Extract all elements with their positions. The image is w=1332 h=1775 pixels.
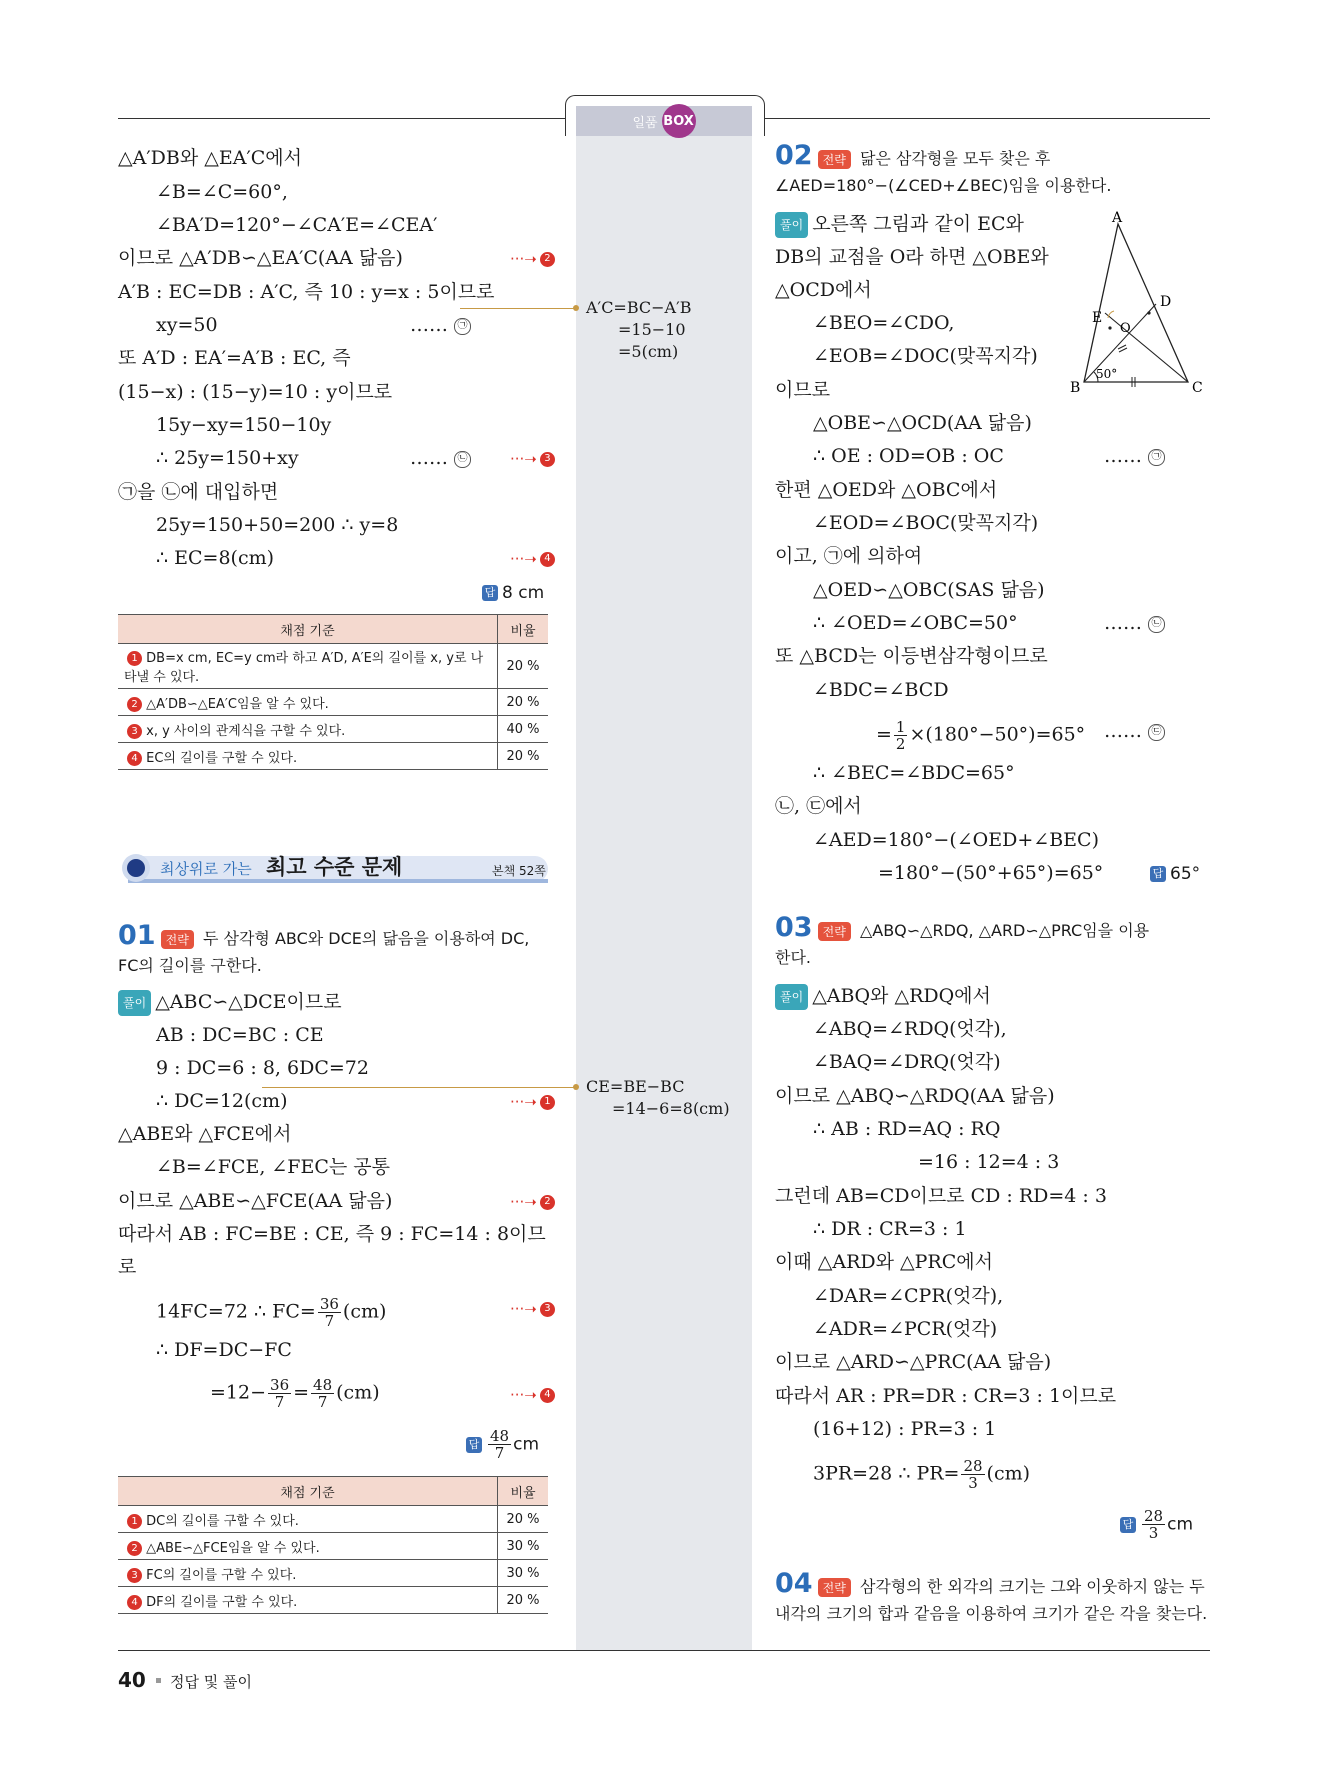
box-badge: BOX — [662, 104, 696, 138]
side-note-2a: CE=BE−BC — [586, 1077, 685, 1096]
q2-line-9: 한편 △OED와 △OBC에서 — [775, 479, 998, 501]
side-note-1b: =15−10 — [618, 320, 686, 339]
footer-bullet — [156, 1678, 161, 1683]
q1-line-3: 9 : DC=6 : 8, 6DC=72 — [156, 1057, 369, 1079]
q1-line-8: 따라서 AB : FC=BE : CE, 즉 9 : FC=14 : 8이므 — [118, 1223, 546, 1245]
left-line-4: 이므로 △A′DB∽△EA′C(AA 닮음) — [118, 247, 403, 269]
table-row: 4 DF의 길이를 구할 수 있다. 20 % — [118, 1587, 548, 1614]
q2-line-8: ∴ OE : OD=OB : OC — [813, 445, 1004, 467]
left-line-3: ∠BA′D=120°−∠CA′E=∠CEA′ — [156, 214, 438, 236]
question-04: 04 전략 삼각형의 한 외각의 크기는 그와 이웃하지 않는 두 — [775, 1568, 1205, 1599]
q3-line-3: ∠BAQ=∠DRQ(엇각) — [813, 1051, 1001, 1073]
table-row: 1 DC의 길이를 구할 수 있다. 20 % — [118, 1506, 548, 1533]
q3-line-9: 이때 △ARD와 △PRC에서 — [775, 1251, 993, 1273]
table-row: 3 x, y 사이의 관계식을 구할 수 있다. 40 % — [118, 716, 548, 743]
fig-angle: 50° — [1096, 367, 1118, 381]
table2-head-criteria: 채점 기준 — [118, 1477, 498, 1506]
q3-line-15: 3PR=28 ∴ PR= $\frac{28}{3}$ (cm) — [813, 1457, 1031, 1492]
top-rule-left — [118, 118, 565, 119]
q1-line-7: 이므로 △ABE∽△FCE(AA 닮음) — [118, 1190, 393, 1212]
ref-marker-2: …… ㉡ — [410, 446, 471, 470]
q2-line-1: 풀이 오른쪽 그림과 같이 EC와 — [775, 212, 1024, 238]
top-rule-right — [763, 118, 1210, 119]
q3-line-7: 그런데 AB=CD이므로 CD : RD=4 : 3 — [775, 1185, 1107, 1207]
q1-line-9: 로 — [118, 1256, 137, 1278]
table1-head-criteria: 채점 기준 — [118, 615, 498, 644]
page-number: 40 — [118, 1668, 146, 1692]
left-line-8: (15−x) : (15−y)=10 : y이므로 — [118, 381, 393, 403]
ref-marker-3: …… ㉠ — [1104, 444, 1165, 468]
footer-rule — [118, 1650, 1210, 1651]
q3-line-2: ∠ABQ=∠RDQ(엇각), — [813, 1018, 1007, 1040]
left-line-9: 15y−xy=150−10y — [156, 414, 332, 436]
q1-line-10: 14FC=72 ∴ FC= $\frac{36}{7}$ (cm) — [156, 1295, 387, 1330]
leader-line-1 — [460, 308, 576, 309]
fig-label-d: D — [1160, 294, 1172, 310]
q1-line-4: ∴ DC=12(cm) — [156, 1090, 288, 1112]
q2-line-15: ∠BDC=∠BCD — [813, 679, 949, 701]
question-02: 02 전략 닮은 삼각형을 모두 찾은 후 — [775, 140, 1051, 171]
q2-line-20: =180°−(50°+65°)=65° — [878, 862, 1104, 884]
fig-label-o: O — [1120, 321, 1131, 336]
table-row: 2 △ABE∽△FCE임을 알 수 있다. 30 % — [118, 1533, 548, 1560]
ref-marker-1: …… ㉠ — [410, 313, 471, 337]
section-ref: 본책 52쪽 — [492, 864, 546, 878]
step-marker-4a: ···➝ 4 — [510, 546, 555, 571]
q2-line-14: 또 △BCD는 이등변삼각형이므로 — [775, 645, 1048, 667]
step-marker-2b: ···➝ 2 — [510, 1189, 555, 1214]
answer-2: 답 $\frac{48}{7}$ cm — [466, 1428, 539, 1461]
q1-line-1: 풀이 △ABC∽△DCE이므로 — [118, 990, 342, 1016]
ref-marker-5: …… ㉢ — [1104, 719, 1165, 743]
step-marker-3a: ···➝ 3 — [510, 446, 555, 471]
q3-line-8: ∴ DR : CR=3 : 1 — [813, 1218, 967, 1240]
q1-line-11: ∴ DF=DC−FC — [156, 1339, 292, 1361]
q2-line-11: 이고, ㉠에 의하여 — [775, 545, 923, 567]
table-row: 4 EC의 길이를 구할 수 있다. 20 % — [118, 743, 548, 770]
left-line-5: A′B : EC=DB : A′C, 즉 10 : y=x : 5이므로 — [118, 281, 495, 303]
section-small: 최상위로 가는 — [160, 860, 252, 878]
left-line-1: △A′DB와 △EA′C에서 — [118, 147, 302, 169]
grading-table-1 — [118, 614, 548, 770]
table1-head-ratio: 비율 — [498, 615, 549, 644]
q1-line-2: AB : DC=BC : CE — [156, 1024, 324, 1046]
box-header — [576, 106, 752, 136]
answer-1: 답 8 cm — [482, 580, 544, 605]
q2-line-16: = $\frac{1}{2}$ ×(180°−50°)=65° — [876, 718, 1086, 753]
question-01-text2: FC의 길이를 구한다. — [118, 956, 262, 975]
q3-line-4: 이므로 △ABQ∽△RDQ(AA 닮음) — [775, 1085, 1055, 1107]
side-note-1a: A′C=BC−A′B — [586, 298, 692, 317]
ref-marker-4: …… ㉡ — [1104, 611, 1165, 635]
q2-line-2: DB의 교점을 O라 하면 △OBE와 — [775, 246, 1049, 268]
side-note-1c: =5(cm) — [618, 342, 679, 361]
fig-label-c: C — [1192, 380, 1203, 396]
section-header — [118, 848, 548, 888]
step-marker-3b: ···➝ 3 — [510, 1296, 555, 1321]
q2-line-19: ∠AED=180°−(∠OED+∠BEC) — [813, 829, 1099, 851]
left-line-6: xy=50 — [156, 314, 218, 336]
fig-label-a: A — [1112, 210, 1123, 226]
q1-line-12: =12− $\frac{36}{7}$ = $\frac{48}{7}$ (cm) — [210, 1376, 380, 1411]
q2-line-6: 이므로 — [775, 379, 831, 401]
table2-head-ratio: 비율 — [498, 1477, 549, 1506]
section-title: 최고 수준 문제 — [266, 855, 403, 879]
leader-dot-2 — [573, 1084, 579, 1090]
q3-line-14: (16+12) : PR=3 : 1 — [813, 1418, 997, 1440]
left-line-2: ∠B=∠C=60°, — [156, 181, 288, 203]
table-row: 1 DB=x cm, EC=y cm라 하고 A′D, A′E의 길이를 x, y로 나타낼 수 있다. 20 % — [118, 644, 548, 689]
left-line-7: 또 A′D : EA′=A′B : EC, 즉 — [118, 347, 351, 369]
q1-line-6: ∠B=∠FCE, ∠FEC는 공통 — [156, 1156, 391, 1178]
footer-title: 정답 및 풀이 — [170, 1673, 252, 1691]
grading-table-2 — [118, 1476, 548, 1614]
question-03: 03 전략 △ABQ∽△RDQ, △ARD∽△PRC임을 이용 — [775, 912, 1150, 943]
question-03-text2: 한다. — [775, 948, 811, 967]
step-marker-2a: ···➝ 2 — [510, 246, 555, 271]
q2-line-4: ∠BEO=∠CDO, — [813, 312, 955, 334]
step-marker-1b: ···➝ 1 — [510, 1089, 555, 1114]
left-line-12: 25y=150+50=200 ∴ y=8 — [156, 514, 399, 536]
answer-3: 답 65° — [1150, 861, 1200, 886]
q2-line-10: ∠EOD=∠BOC(맞꼭지각) — [813, 512, 1039, 534]
question-02-text2: ∠AED=180°−(∠CED+∠BEC)임을 이용한다. — [775, 176, 1112, 195]
leader-line-2 — [262, 1087, 576, 1088]
question-01: 01 전략 두 삼각형 ABC와 DCE의 닮음을 이용하여 DC, — [118, 920, 530, 951]
table-row: 2 △A′DB∽△EA′C임을 알 수 있다. 20 % — [118, 689, 548, 716]
q2-line-13: ∴ ∠OED=∠OBC=50° — [813, 612, 1018, 634]
q3-line-6: =16 : 12=4 : 3 — [918, 1151, 1060, 1173]
q3-line-12: 이므로 △ARD∽△PRC(AA 닮음) — [775, 1351, 1052, 1373]
side-note-2b: =14−6=8(cm) — [612, 1099, 730, 1118]
q3-line-10: ∠DAR=∠CPR(엇각), — [813, 1285, 1004, 1307]
question-04-text2: 내각의 크기의 합과 같음을 이용하여 크기가 같은 각을 찾는다. — [775, 1604, 1208, 1623]
q3-line-1: 풀이 △ABQ와 △RDQ에서 — [775, 984, 991, 1010]
fig-label-b: B — [1070, 380, 1081, 396]
q2-line-18: ㉡, ㉢에서 — [775, 795, 862, 817]
q1-line-5: △ABE와 △FCE에서 — [118, 1123, 292, 1145]
q2-line-17: ∴ ∠BEC=∠BDC=65° — [813, 762, 1015, 784]
answer-4: 답 $\frac{28}{3}$ cm — [1120, 1508, 1193, 1541]
triangle-figure — [1070, 210, 1210, 400]
left-line-13: ∴ EC=8(cm) — [156, 547, 275, 569]
q2-line-3: △OCD에서 — [775, 279, 872, 301]
q2-line-7: △OBE∽△OCD(AA 닮음) — [813, 412, 1032, 434]
step-marker-4b: ···➝ 4 — [510, 1382, 555, 1407]
q2-line-12: △OED∽△OBC(SAS 닮음) — [813, 579, 1045, 601]
table-row: 3 FC의 길이를 구할 수 있다. 30 % — [118, 1560, 548, 1587]
box-label: 일품 — [632, 115, 658, 131]
q3-line-13: 따라서 AR : PR=DR : CR=3 : 1이므로 — [775, 1385, 1117, 1407]
q3-line-11: ∠ADR=∠PCR(엇각) — [813, 1318, 998, 1340]
fig-label-e: E — [1092, 310, 1103, 326]
leader-dot-1 — [573, 305, 579, 311]
q2-line-5: ∠EOB=∠DOC(맞꼭지각) — [813, 345, 1038, 367]
left-line-10: ∴ 25y=150+xy — [156, 447, 299, 469]
left-line-11: ㉠을 ㉡에 대입하면 — [118, 481, 279, 503]
q3-line-5: ∴ AB : RD=AQ : RQ — [813, 1118, 1001, 1140]
